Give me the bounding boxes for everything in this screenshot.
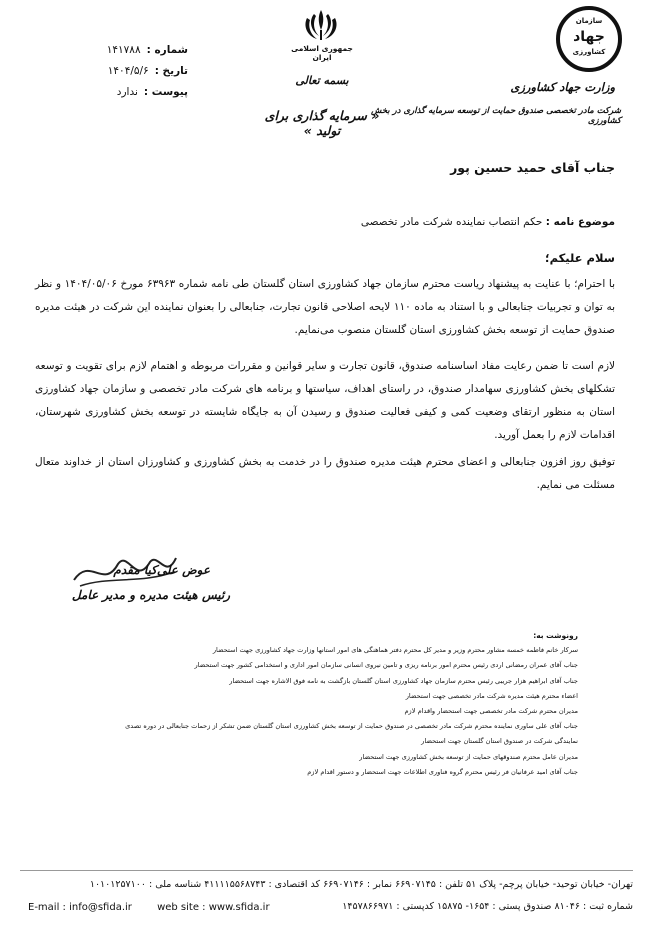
signatory-title: رئیس هیئت مدیره و مدیر عامل xyxy=(71,588,230,602)
copy-recipient: جناب آقای ابراهیم هزار جریبی رئیس محترم سازمان جهاد کشاورزی استان گلستان بازگشت به نامه فوق الاشاره جهت استحضار xyxy=(229,676,578,685)
footer-website[interactable]: web site : www.sfida.ir xyxy=(157,902,270,913)
copy-recipient: مدیران عامل محترم صندوقهای حمایت از توسعه بخش کشاورزی جهت استحضار xyxy=(359,752,578,761)
attachment-label: پیوست : xyxy=(143,86,188,98)
signatory-name: عوض علی‌کیا مقدم xyxy=(113,563,210,577)
paragraph-appointment: با احترام؛ با عنایت به پیشنهاد ریاست محترم سازمان جهاد کشاورزی استان گلستان طی نامه شماره ۶۳۹۶۳ مورخ ۱۴۰۴/۰۵/۰۶ و نظر به توان و تجربیات جنابعالی و با استناد به ماده ۱۱۰ لایحه اصلاحی قانون تجارت، جنابعالی را بعنوان نماینده این شرکت در هیئت مدیره صندوق حمایت از توسعه بخش کشاورزی استان گلستان منصوب می‌نمایم. xyxy=(35,278,615,336)
addressee: جناب آقای حمید حسین پور xyxy=(450,160,615,175)
subject-line xyxy=(55,216,615,228)
footer-divider xyxy=(20,870,633,871)
number-value: ۱۴۱۷۸۸ xyxy=(106,44,141,56)
footer-contacts xyxy=(28,902,328,913)
copy-recipient: جناب آقای امید عرفانیان فر رئیس محترم گروه فناوری اطلاعات جهت استحضار و دستور اقدام لازم xyxy=(307,767,578,776)
number-row xyxy=(58,40,188,61)
logo-bottom-text: کشاورزی xyxy=(572,48,606,56)
footer-address: تهران- خیابان توحید- خیابان پرچم- پلاک ۵۱ تلفن : ۶۶۹۰۷۱۴۵ نمابر : ۶۶۹۰۷۱۴۶ کد اقتصادی : ۴۱۱۱۱۵۵۶۸۷۴۳ شناسه ملی : ۱۰۱۰۱۲۵۷۱۰۰ xyxy=(89,879,633,890)
number-label: شماره : xyxy=(146,44,188,56)
copy-recipient: جناب آقای عمران رمضانی اردی رئیس محترم امور برنامه ریزی و تامین نیروی انسانی سازمان امور اداری و استخدامی کشور جهت استحضار xyxy=(194,661,578,670)
jihad-agriculture-logo xyxy=(556,6,622,72)
subject-label: موضوع نامه : xyxy=(545,216,615,228)
subject-text: حکم انتصاب نماینده شرکت مادر تخصصی xyxy=(360,216,543,228)
republic-caption: جمهوری اسلامی ایران xyxy=(291,44,353,62)
greeting: سلام علیکم؛ xyxy=(544,251,615,265)
date-row xyxy=(58,61,188,82)
copies-list xyxy=(88,628,578,780)
company-name: شرکت مادر تخصصی صندوق حمایت از توسعه سرمایه گذاری در بخش کشاورزی xyxy=(370,106,621,126)
copy-recipient: اعضاء محترم هیئت مدیره شرکت مادر تخصصی جهت استحضار xyxy=(405,691,578,700)
date-label: تاریخ : xyxy=(154,65,188,77)
copy-recipient: نمایندگی شرکت در صندوق استان گلستان جهت استحضار xyxy=(421,737,578,746)
copies-heading: رونوشت به: xyxy=(533,631,578,640)
attachment-value: ندارد xyxy=(116,86,138,98)
year-slogan: « سرمایه گذاری برای تولید » xyxy=(264,108,380,138)
iran-emblem-icon xyxy=(301,8,341,42)
footer-email[interactable]: E-mail : info@sfida.ir xyxy=(28,902,132,913)
copy-recipient: جناب آقای علی ساوری نماینده محترم شرکت مادر تخصصی در صندوق حمایت از توسعه بخش کشاورزی استان گلستان ضمن تشکر از زحمات جنابعالی در دوره تصدی xyxy=(125,722,578,731)
ministry-name: وزارت جهاد کشاورزی xyxy=(510,80,615,94)
date-value: ۱۴۰۴/۵/۶ xyxy=(107,65,149,77)
paragraph-duties: لازم است تا ضمن رعایت مفاد اساسنامه صندوق، قانون تجارت و سایر قوانین و مقررات مربوطه و اهتمام لازم برای تقویت و توسعه تشکلهای بخش کشاورزی سهامدار صندوق، در راستای اهداف، سیاستها و برنامه های شرکت مادر تخصصی و سازمان جهاد کشاورزی استان به منظور ارتقای وضعیت کمی و کیفی فعالیت صندوق و رسیدن آن به جایگاه شایسته در توسعه بخش کشاورزی شهرستان، اقدامات لازم را بعمل آورید. xyxy=(35,360,615,441)
paragraph-closing: توفیق روز افزون جنابعالی و اعضای محترم هیئت مدیره صندوق را در خدمت به بخش کشاورزی و کشاورزان استان از خداوند متعال مسئلت می نمایم. xyxy=(35,456,615,491)
logo-top-text: سازمان xyxy=(575,17,603,25)
copy-recipient: مدیران محترم شرکت مادر تخصصی جهت استحضار واقدام لازم xyxy=(404,707,578,716)
footer-registration: شماره ثبت : ۸۱۰۴۶ صندوق پستی : ۱۶۵۴- ۱۵۸۷۵ کدپستی : ۱۴۵۷۸۶۶۹۷۱ xyxy=(342,901,633,912)
attachment-row xyxy=(58,82,188,103)
bismillah-text: بسمه تعالی xyxy=(295,74,349,87)
copy-recipient: سرکار خانم فاطمه خمسه مشاور محترم وزیر و مدیر کل محترم دفتر هماهنگی های امور استانها وزارت جهاد کشاورزی جهت استحضار xyxy=(212,646,578,655)
letter-meta xyxy=(58,40,188,103)
logo-main-text: جهاد xyxy=(573,29,605,45)
